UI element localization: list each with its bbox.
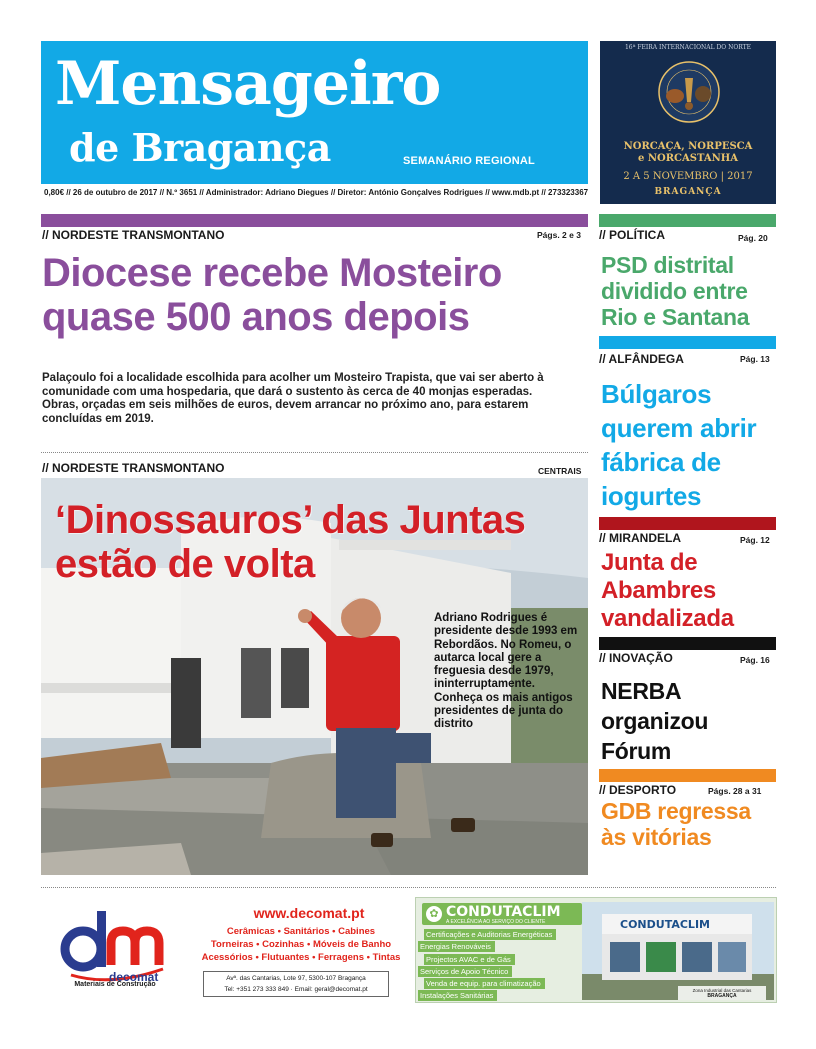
fair-edition: 16ª FEIRA INTERNACIONAL DO NORTE (624, 44, 752, 51)
condutaclim-name: CONDUTACLIM (446, 904, 561, 920)
store-photo-illustration (582, 902, 774, 1000)
second-story-section: // NORDESTE TRANSMONTANO (42, 461, 225, 475)
masthead (41, 41, 588, 184)
condutaclim-store-photo (582, 902, 774, 1000)
condutaclim-service: Venda de equip. para climatização (424, 978, 545, 989)
desporto-section: // DESPORTO (599, 783, 677, 797)
mirandela-section: // MIRANDELA (599, 531, 681, 545)
newspaper-subtitle: de Bragança (69, 125, 331, 170)
inovacao-pages: Pág. 16 (740, 655, 770, 665)
decomat-products-line3: Acessórios • Flutuantes • Ferragens • Tintas (201, 952, 401, 963)
desporto-color-bar (599, 769, 776, 782)
condutaclim-slogan: A EXCELÊNCIA AO SERVIÇO DO CLIENTE (446, 919, 546, 925)
alfandega-pages: Pág. 13 (740, 354, 770, 364)
main-story-pages: Págs. 2 e 3 (537, 230, 581, 240)
inovacao-headline[interactable]: NERBA organizou Fórum (601, 678, 709, 764)
main-story-color-bar (41, 214, 588, 227)
alfandega-headline[interactable]: Búlgaros querem abrir fábrica de iogurtes (601, 379, 757, 511)
fair-title-line1: NORCAÇA, NORPESCA (623, 141, 753, 152)
inovacao-color-bar (599, 637, 776, 650)
store-sign: CONDUTACLIM (620, 918, 710, 931)
condutaclim-service: Instalações Sanitárias (418, 990, 497, 1001)
fair-seal-icon (655, 58, 723, 126)
mirandela-pages: Pág. 12 (740, 535, 770, 545)
decomat-tagline: Materiais de Construção (74, 981, 156, 988)
store-address: Zona Industrial das Cantarias (692, 988, 752, 993)
desporto-pages: Págs. 28 a 31 (708, 786, 762, 796)
newspaper-tagline: SEMANÁRIO REGIONAL (403, 155, 535, 167)
divider (41, 887, 776, 888)
fair-city: BRAGANÇA (654, 187, 722, 197)
second-story-headline[interactable]: ‘Dinossauros’ das Juntas estão de volta (55, 498, 526, 586)
politica-section: // POLÍTICA (599, 228, 665, 242)
fair-title-line2: e NORCASTANHA (638, 153, 738, 164)
main-story-lead (42, 372, 578, 426)
decomat-url[interactable]: www.decomat.pt (253, 905, 365, 921)
decomat-logo-word: decomat (109, 970, 159, 984)
mirandela-headline[interactable]: Junta de Abambres vandalizada (601, 549, 734, 632)
decomat-products-line2: Torneiras • Cozinhas • Móveis de Banho (210, 939, 392, 950)
issue-info-bar: 0,80€ // 26 de outubro de 2017 // N.º 3651 // Administrador: Adriano Diegues // Diretor: António Gonçalves Rodrigues // www.mdb.pt // 273323367 (44, 188, 588, 197)
leaf-icon: ✿ (426, 906, 442, 922)
fair-dates: 2 A 5 NOVEMBRO | 2017 (623, 171, 753, 182)
second-story-caption: Adriano Rodrigues é presidente desde 1993 em Rebordãos. No Romeu, o autarca local gere a freguesia desde 1979, ininterruptamente. Conheça os mais antigos presidentes de junta do distrito (434, 612, 578, 731)
second-story-pages: CENTRAIS (538, 466, 582, 476)
politica-color-bar (599, 214, 776, 227)
divider (41, 452, 588, 453)
alfandega-section: // ALFÂNDEGA (599, 352, 684, 366)
alfandega-color-bar (599, 336, 776, 349)
decomat-logo (51, 905, 171, 985)
decomat-contacts: Tel: +351 273 333 849 · Email: geral@decomat.pt (224, 986, 368, 993)
decomat-products-line1: Cerâmicas • Sanitários • Cabines (226, 926, 376, 937)
desporto-headline[interactable]: GDB regressa às vitórias (601, 798, 751, 850)
store-city: BRAGANÇA (707, 993, 737, 999)
decomat-address: Avª. das Cantarias, Lote 97, 5300-107 Bragança (226, 975, 366, 982)
condutaclim-service: Serviços de Apoio Técnico (418, 966, 512, 977)
condutaclim-service: Projectos AVAC e de Gás (424, 954, 515, 965)
main-story-lead-paragraph-1: Palaçoulo foi a localidade escolhida para acolher um Mosteiro Trapista, que vai ser aberto à comunidade com uma hospedaria, que dará o sustento às cerca de 40 monjas esperadas. (42, 372, 544, 398)
mirandela-color-bar (599, 517, 776, 530)
second-story-photo[interactable] (41, 478, 588, 875)
main-story-section: // NORDESTE TRANSMONTANO (42, 228, 225, 242)
inovacao-section: // INOVAÇÃO (599, 651, 673, 665)
condutaclim-advertisement[interactable] (415, 897, 777, 1003)
condutaclim-service: Energias Renováveis (418, 941, 495, 952)
politica-headline[interactable]: PSD distrital dividido entre Rio e Santana (601, 252, 750, 330)
fair-advertisement[interactable] (600, 41, 776, 204)
decomat-advertisement[interactable] (41, 897, 401, 1001)
newspaper-title: Mensageiro (55, 49, 441, 119)
main-story-headline[interactable]: Diocese recebe Mosteiro quase 500 anos depois (42, 251, 502, 339)
condutaclim-service: Certificações e Auditorias Energéticas (424, 929, 556, 940)
main-story-lead-paragraph-2: Obras, orçadas em seis milhões de euros, devem arrancar no próximo ano, para estarem concluídas em 2019. (42, 399, 529, 425)
condutaclim-logo (422, 903, 582, 925)
politica-pages: Pág. 20 (738, 233, 768, 243)
decomat-address-box (203, 971, 389, 997)
